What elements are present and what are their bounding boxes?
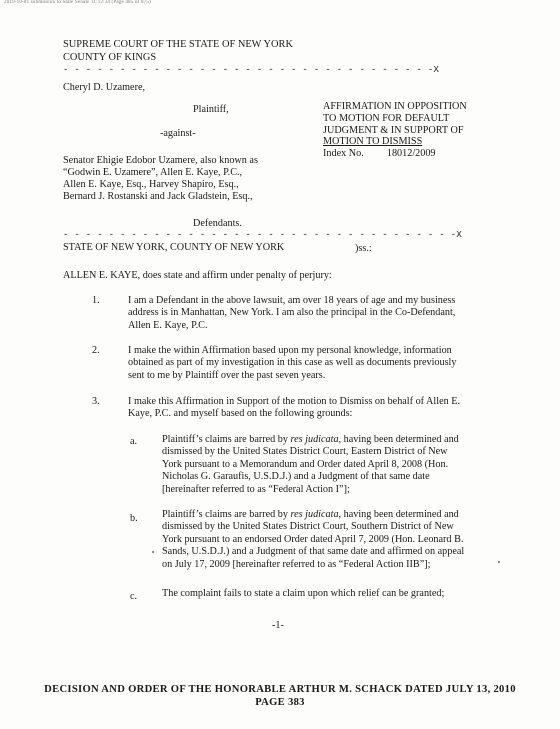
ground-line: Nicholas G. Garaufis, U.S.D.J.) and a Judgment of that same date [162, 471, 430, 483]
index-label: Index No. [323, 148, 364, 160]
title-line: TO MOTION FOR DEFAULT [323, 112, 450, 124]
ground-b [162, 509, 492, 571]
defendant-line: Allen E. Kaye, Esq., Harvey Shapiro, Esq., [63, 179, 239, 190]
defendant-line: Bernard J. Rostanski and Jack Gladstein, Esq., [63, 191, 253, 202]
ground-text: , having been determined and [338, 434, 459, 445]
ground-line [162, 509, 492, 521]
scan-speck [498, 561, 500, 563]
venue: STATE OF NEW YORK, COUNTY OF NEW YORK [63, 242, 285, 253]
paragraph-line: obtained as part of my investigation in this case as well as documents previously [128, 357, 457, 369]
ground-line [162, 434, 492, 446]
ground-c [162, 588, 492, 600]
fax-header: 2010-10-01 submission to State Senate 11:12:34 (Page 485 of 875) [4, 0, 151, 5]
ground-line: York pursuant to an endorsed Order dated April 7, 2009 (Hon. Leonard B. [162, 533, 464, 545]
paragraph-number: 1. [92, 295, 100, 306]
title-line: MOTION TO DISMISS [323, 136, 423, 148]
ground-line: [hereinafter referred to as “Federal Action I”]; [162, 483, 350, 495]
ground-a [162, 434, 492, 496]
ground-line: Sands, U.S.D.J.) and a Judgment of that same date and affirmed on appeal [162, 546, 465, 558]
ground-line: The complaint fails to state a claim upon which relief can be granted; [162, 588, 445, 599]
paragraph-number: 2. [92, 345, 100, 356]
title-line: JUDGMENT & IN SUPPORT OF [323, 124, 464, 136]
ss-mark: )ss.: [355, 243, 372, 254]
caption-divider-top: - - - - - - - - - - - - - - - - - - - - - - - - - - - - - - - - -X [63, 65, 440, 75]
title-line: AFFIRMATION IN OPPOSITION [323, 101, 467, 112]
footer-caption: DECISION AND ORDER OF THE HONORABLE ARTHUR M. SCHACK DATED JULY 13, 2010 [44, 684, 516, 695]
ground-text: Plaintiff’s claims are barred by [162, 509, 291, 520]
paragraph-number: 3. [92, 396, 100, 407]
paragraph-line: Kaye, P.C. and myself based on the following grounds: [128, 408, 353, 420]
plaintiff-name: Cheryl D. Uzamere, [63, 82, 146, 93]
ground-letter: b. [130, 513, 138, 524]
footer-page: PAGE 383 [255, 697, 305, 708]
defendant-line: Senator Ehigie Edobor Uzamere, also known as [63, 155, 258, 166]
scan-speck [152, 551, 154, 553]
court-county: COUNTY OF KINGS [63, 52, 157, 63]
ground-italic-term: res judicata [290, 434, 339, 445]
paragraph-line: I make the within Affirmation based upon my personal knowledge, information [128, 345, 452, 356]
document-title [323, 101, 467, 160]
defendant-line: “Godwin E. Uzamere”, Allen E. Kaye, P.C., [63, 167, 243, 178]
ground-italic-term: res judicata [290, 509, 339, 520]
against-label: -against- [160, 128, 196, 139]
ground-letter: a. [130, 436, 138, 447]
paragraph-3 [128, 396, 488, 421]
ground-line: dismissed by the United States District Court, Eastern District of New [162, 446, 448, 458]
paragraph-line: address is in Manhattan, New York. I am also the principal in the Co-Defendant, [128, 307, 456, 319]
ground-text: Plaintiff’s claims are barred by [162, 434, 291, 445]
court-name: SUPREME COURT OF THE STATE OF NEW YORK [63, 39, 293, 50]
paragraph-2 [128, 345, 488, 382]
index-value: 18012/2009 [386, 148, 436, 160]
ground-line: York pursuant to a Memorandum and Order dated April 8, 2008 (Hon. [162, 458, 449, 470]
ground-text: , having been determined and [338, 509, 459, 520]
defendants-role: Defendants. [193, 218, 242, 229]
paragraph-line: sent to me by Plaintiff over the past seven years. [128, 369, 326, 381]
paragraph-1 [128, 295, 488, 332]
paragraph-line: I am a Defendant in the above lawsuit, am over 18 years of age and my business [128, 295, 456, 306]
ground-line: dismissed by the United States District Court, Southern District of New [162, 521, 454, 533]
caption-divider-bottom: - - - - - - - - - - - - - - - - - - - - - - - - - - - - - - - - - - -X [63, 230, 463, 240]
ground-letter: c. [130, 591, 138, 602]
paragraph-line: I make this Affirmation in Support of the motion to Dismiss on behalf of Allen E. [128, 396, 461, 407]
plaintiff-role: Plaintiff, [193, 104, 229, 115]
affirmation-intro: ALLEN E. KAYE, does state and affirm under penalty of perjury: [63, 270, 332, 281]
ground-line: on July 17, 2009 [hereinafter referred to as “Federal Action IIB”]; [162, 558, 431, 570]
index-number [323, 148, 467, 160]
paragraph-line: Allen E. Kaye, P.C. [128, 319, 208, 331]
page-number: -1- [272, 620, 284, 631]
